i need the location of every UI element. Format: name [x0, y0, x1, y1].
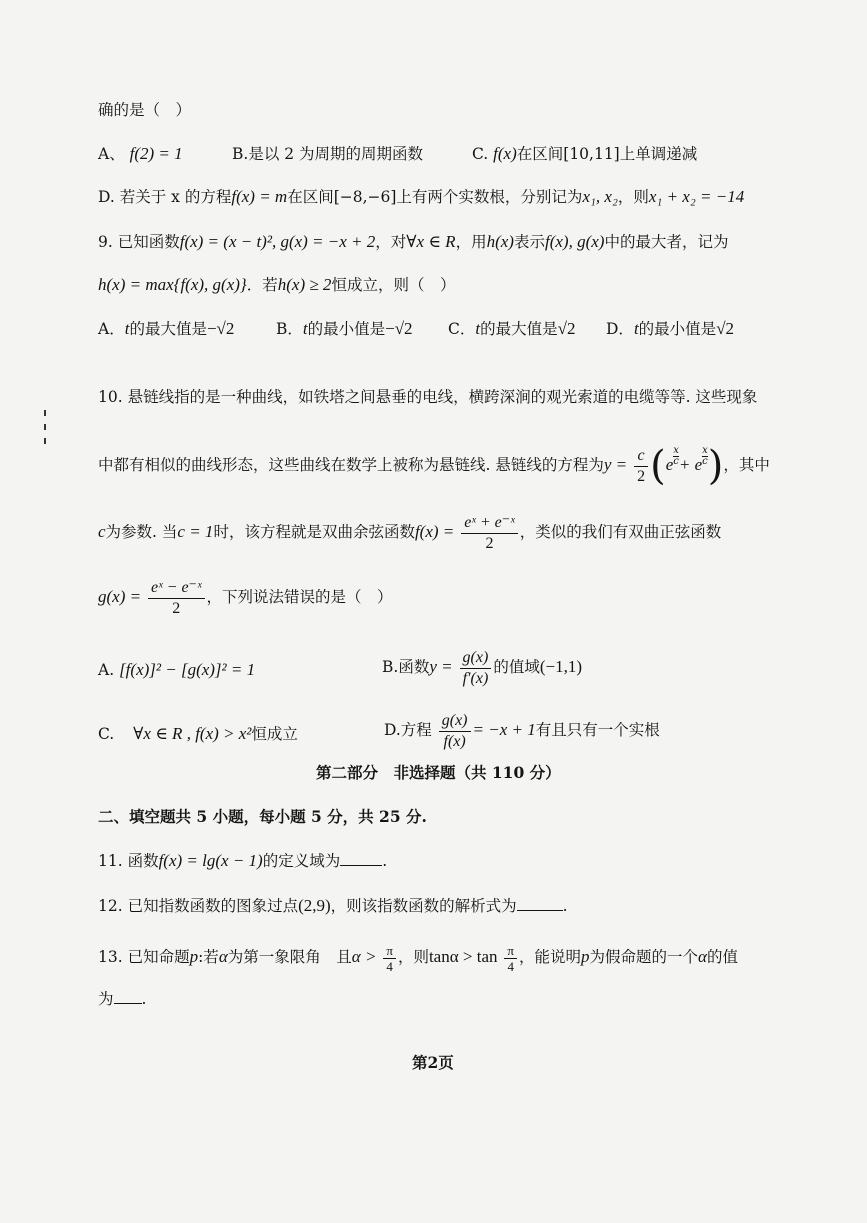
q9-option-a: A．t的最大值是−√2 [98, 319, 235, 338]
q10-line-3: c为参数. 当c = 1时，该方程就是双曲余弦函数f(x) = $\frac{\text{eˣ + e⁻ˣ}}{2}$ ，类似的我们有双曲正弦函数 [98, 513, 722, 552]
sinh-fraction: $\frac{\text{eˣ − e⁻ˣ}}{2}$ [148, 578, 204, 619]
q11-answer-blank[interactable] [340, 851, 382, 866]
q13-answer-blank[interactable] [114, 989, 142, 1004]
q11: 11. 函数f(x) = lg(x − 1)的定义域为 . [98, 851, 388, 870]
q8-option-d: D. 若关于 x 的方程f(x) = m在区间[−8,−6]上有两个实数根，分别记为x₁, x₂，则x₁ + x₂ = −14 [98, 187, 745, 206]
q8-option-b: B.是以 2 为周期的周期函数 [232, 145, 424, 163]
q12: 12. 已知指数函数的图象过点(2,9)，则该指数函数的解析式为 . [98, 896, 568, 915]
q10-line-4: g(x) = $\frac{\text{eˣ − e⁻ˣ}}{2}$ ，下列说法错误的是（ ） [98, 578, 393, 617]
catenary-coefficient: $\frac{c}{2}$ [634, 446, 648, 487]
q10-option-a: A. [f(x)]² − [g(x)]² = 1 [98, 660, 256, 679]
page-number: 第2页 [412, 1053, 454, 1072]
q9-option-c: C．t的最大值是√2 [448, 319, 576, 338]
pi-over-4-a: $\frac{\pi}{4}$ [383, 943, 396, 974]
q9-option-b: B．t的最小值是−√2 [276, 319, 413, 338]
q10-line-1: 10. 悬链线指的是一种曲线，如铁塔之间悬垂的电线，横跨深涧的观光索道的电缆等等. 这些现象 [98, 388, 758, 406]
pi-over-4-b: $\frac{\pi}{4}$ [504, 943, 517, 974]
q8-stem-tail: 确的是（ ） [98, 101, 192, 119]
q10-option-b: B.函数y = $\frac{g(x)}{f'(x)}$ 的值域(−1,1) [382, 648, 582, 687]
q8-option-a: A、 f(2) = 1 [98, 144, 183, 163]
q10-option-c: C. ∀x ∈ R , f(x) > x²恒成立 [98, 724, 298, 743]
q13-line-1: 13. 已知命题p:若α为第一象限角 且α > $\frac{\pi}{4}$ ，则tanα > tan $\frac{\pi}{4}$ ，能说明p为假命题的一个α的值 [98, 942, 738, 974]
binding-marks [44, 410, 47, 452]
option-b-fraction: $\frac{g(x)}{f'(x)}$ [460, 648, 492, 689]
cosh-fraction: $\frac{\text{eˣ + e⁻ˣ}}{2}$ [461, 513, 517, 554]
q9-line-2: h(x) = max{f(x), g(x)}．若h(x) ≥ 2恒成立，则（ ） [98, 275, 456, 294]
q10-line-2: 中都有相似的曲线形态，这些曲线在数学上被称为悬链线. 悬链线的方程为y = $\frac{c}{2}$ (e $\frac{x}{c}$ + e $\frac{x}{c}$ )，其中 [98, 443, 770, 489]
q12-answer-blank[interactable] [517, 896, 563, 911]
q9-line-1: 9. 已知函数f(x) = (x − t)², g(x) = −x + 2，对∀x ∈ R，用h(x)表示f(x), g(x)中的最大者，记为 [98, 232, 729, 251]
section-2-instructions: 二、填空题共 5 小题，每小题 5 分，共 25 分. [98, 807, 427, 826]
section-2-title: 第二部分 非选择题（共 110 分） [316, 763, 561, 782]
q13-line-2: 为 . [98, 990, 147, 1008]
option-d-fraction: $\frac{g(x)}{f(x)}$ [439, 711, 471, 752]
q10-option-d: D.方程 $\frac{g(x)}{f(x)}$ = −x + 1有且只有一个实根 [384, 711, 660, 750]
q8-option-c: C. f(x)在区间[10,11]上单调递减 [472, 144, 698, 163]
q9-option-d: D．t的最小值是√2 [606, 319, 735, 338]
